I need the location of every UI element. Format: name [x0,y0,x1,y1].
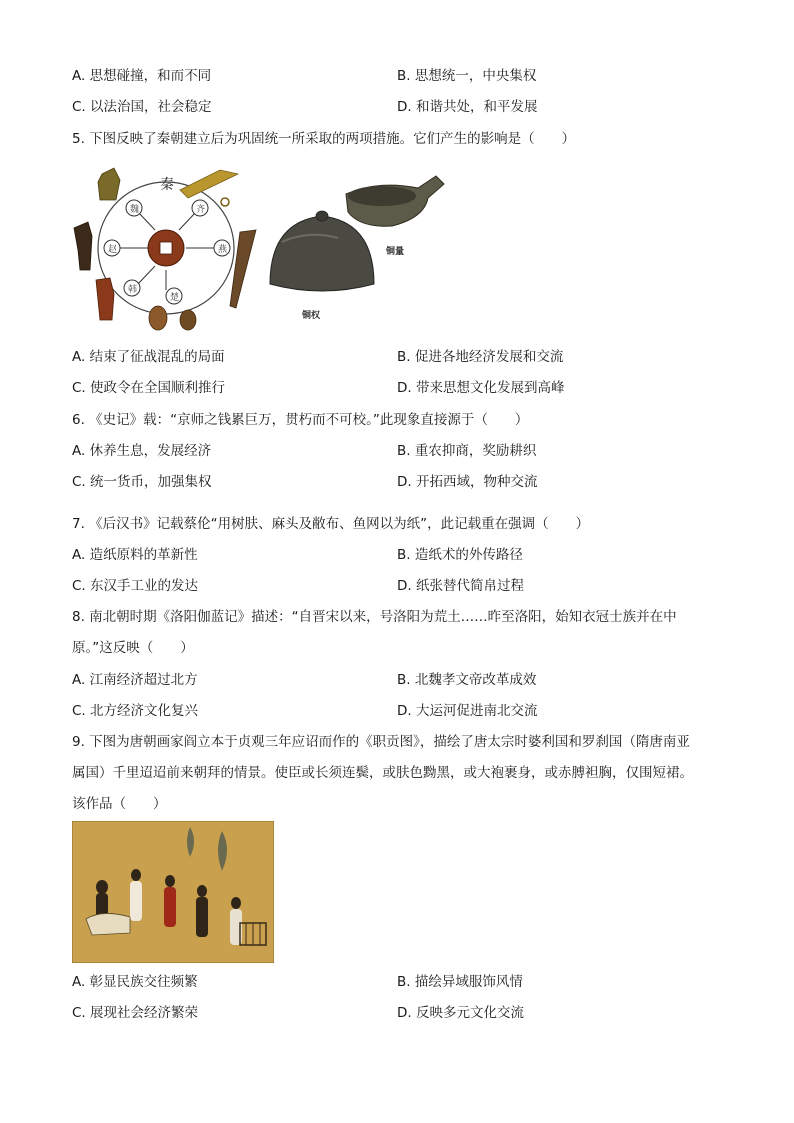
qin-center-label: 秦 [160,177,174,193]
q8-option-b: B. 北魏孝文帝改革成效 [397,672,537,688]
q8-option-a: A. 江南经济超过北方 [72,672,198,688]
q5-option-c: C. 使政令在全国顺利推行 [72,380,226,396]
q5-stem: 5. 下图反映了秦朝建立后为巩固统一所采取的两项措施。它们产生的影响是（ ） [72,131,576,147]
q7-option-c: C. 东汉手工业的发达 [72,578,199,594]
q6-option-b: B. 重农抑商，奖励耕织 [397,443,537,459]
q6-option-c: C. 统一货币，加强集权 [72,474,212,490]
q6-option-d: D. 开拓西域，物种交流 [397,474,538,490]
state-zhao-label: 赵 [108,245,118,255]
q8-stem-line2: 原。”这反映（ ） [72,640,194,656]
q7-option-b: B. 造纸术的外传路径 [397,547,523,563]
q9-stem-line2: 属国）千里迢迢前来朝拜的情景。使臣或长须连鬓，或肤色黝黑，或大袍裹身，或赤膊袒胸，仅围短裙。 [72,765,693,781]
q4-option-b: B. 思想统一，中央集权 [397,68,537,84]
q6-option-a: A. 休养生息，发展经济 [72,443,212,459]
state-han-label: 韩 [128,285,138,295]
q7-option-a: A. 造纸原料的革新性 [72,547,198,563]
q7-option-d: D. 纸张替代简帛过程 [397,578,524,594]
q4-option-a: A. 思想碰撞，和而不同 [72,68,212,84]
q4-option-c: C. 以法治国，社会稳定 [72,99,212,115]
q4-option-d: D. 和谐共处，和平发展 [397,99,538,115]
q8-stem-line1: 8. 南北朝时期《洛阳伽蓝记》描述：“自晋宋以来，号洛阳为荒土……昨至洛阳，始知衣冠士族并在中 [72,609,677,625]
state-chu-label: 楚 [170,293,180,303]
q6-stem: 6. 《史记》载：“京师之钱累巨万，贯朽而不可校。”此现象直接源于（ ） [72,412,529,428]
q9-option-b: B. 描绘异域服饰风情 [397,974,523,990]
q5-option-b: B. 促进各地经济发展和交流 [397,349,564,365]
q5-option-a: A. 结束了征战混乱的局面 [72,349,225,365]
tribute-painting-image [72,821,274,963]
state-qi-label: 齐 [196,205,206,215]
q7-stem: 7. 《后汉书》记载蔡伦“用树肤、麻头及敝布、鱼网以为纸”，此记载重在强调（ ） [72,516,590,532]
bronze-measure-weight-photo [268,172,448,318]
q9-option-d: D. 反映多元文化交流 [397,1005,524,1021]
q9-stem-line3: 该作品（ ） [72,796,167,812]
state-yan-label: 燕 [218,245,228,255]
q9-option-a: A. 彰显民族交往频繁 [72,974,198,990]
bronze-weight-caption: 铜权 [302,311,321,321]
q9-option-c: C. 展现社会经济繁荣 [72,1005,199,1021]
q8-option-d: D. 大运河促进南北交流 [397,703,538,719]
bronze-measure-caption: 铜量 [386,247,405,257]
state-wei-label: 魏 [130,205,140,215]
q9-stem-line1: 9. 下图为唐朝画家阎立本于贞观三年应诏而作的《职贡图》，描绘了唐太宗时婆利国和罗刹国（隋唐南亚 [72,734,690,750]
q8-option-c: C. 北方经济文化复兴 [72,703,199,719]
q5-option-d: D. 带来思想文化发展到高峰 [397,380,565,396]
